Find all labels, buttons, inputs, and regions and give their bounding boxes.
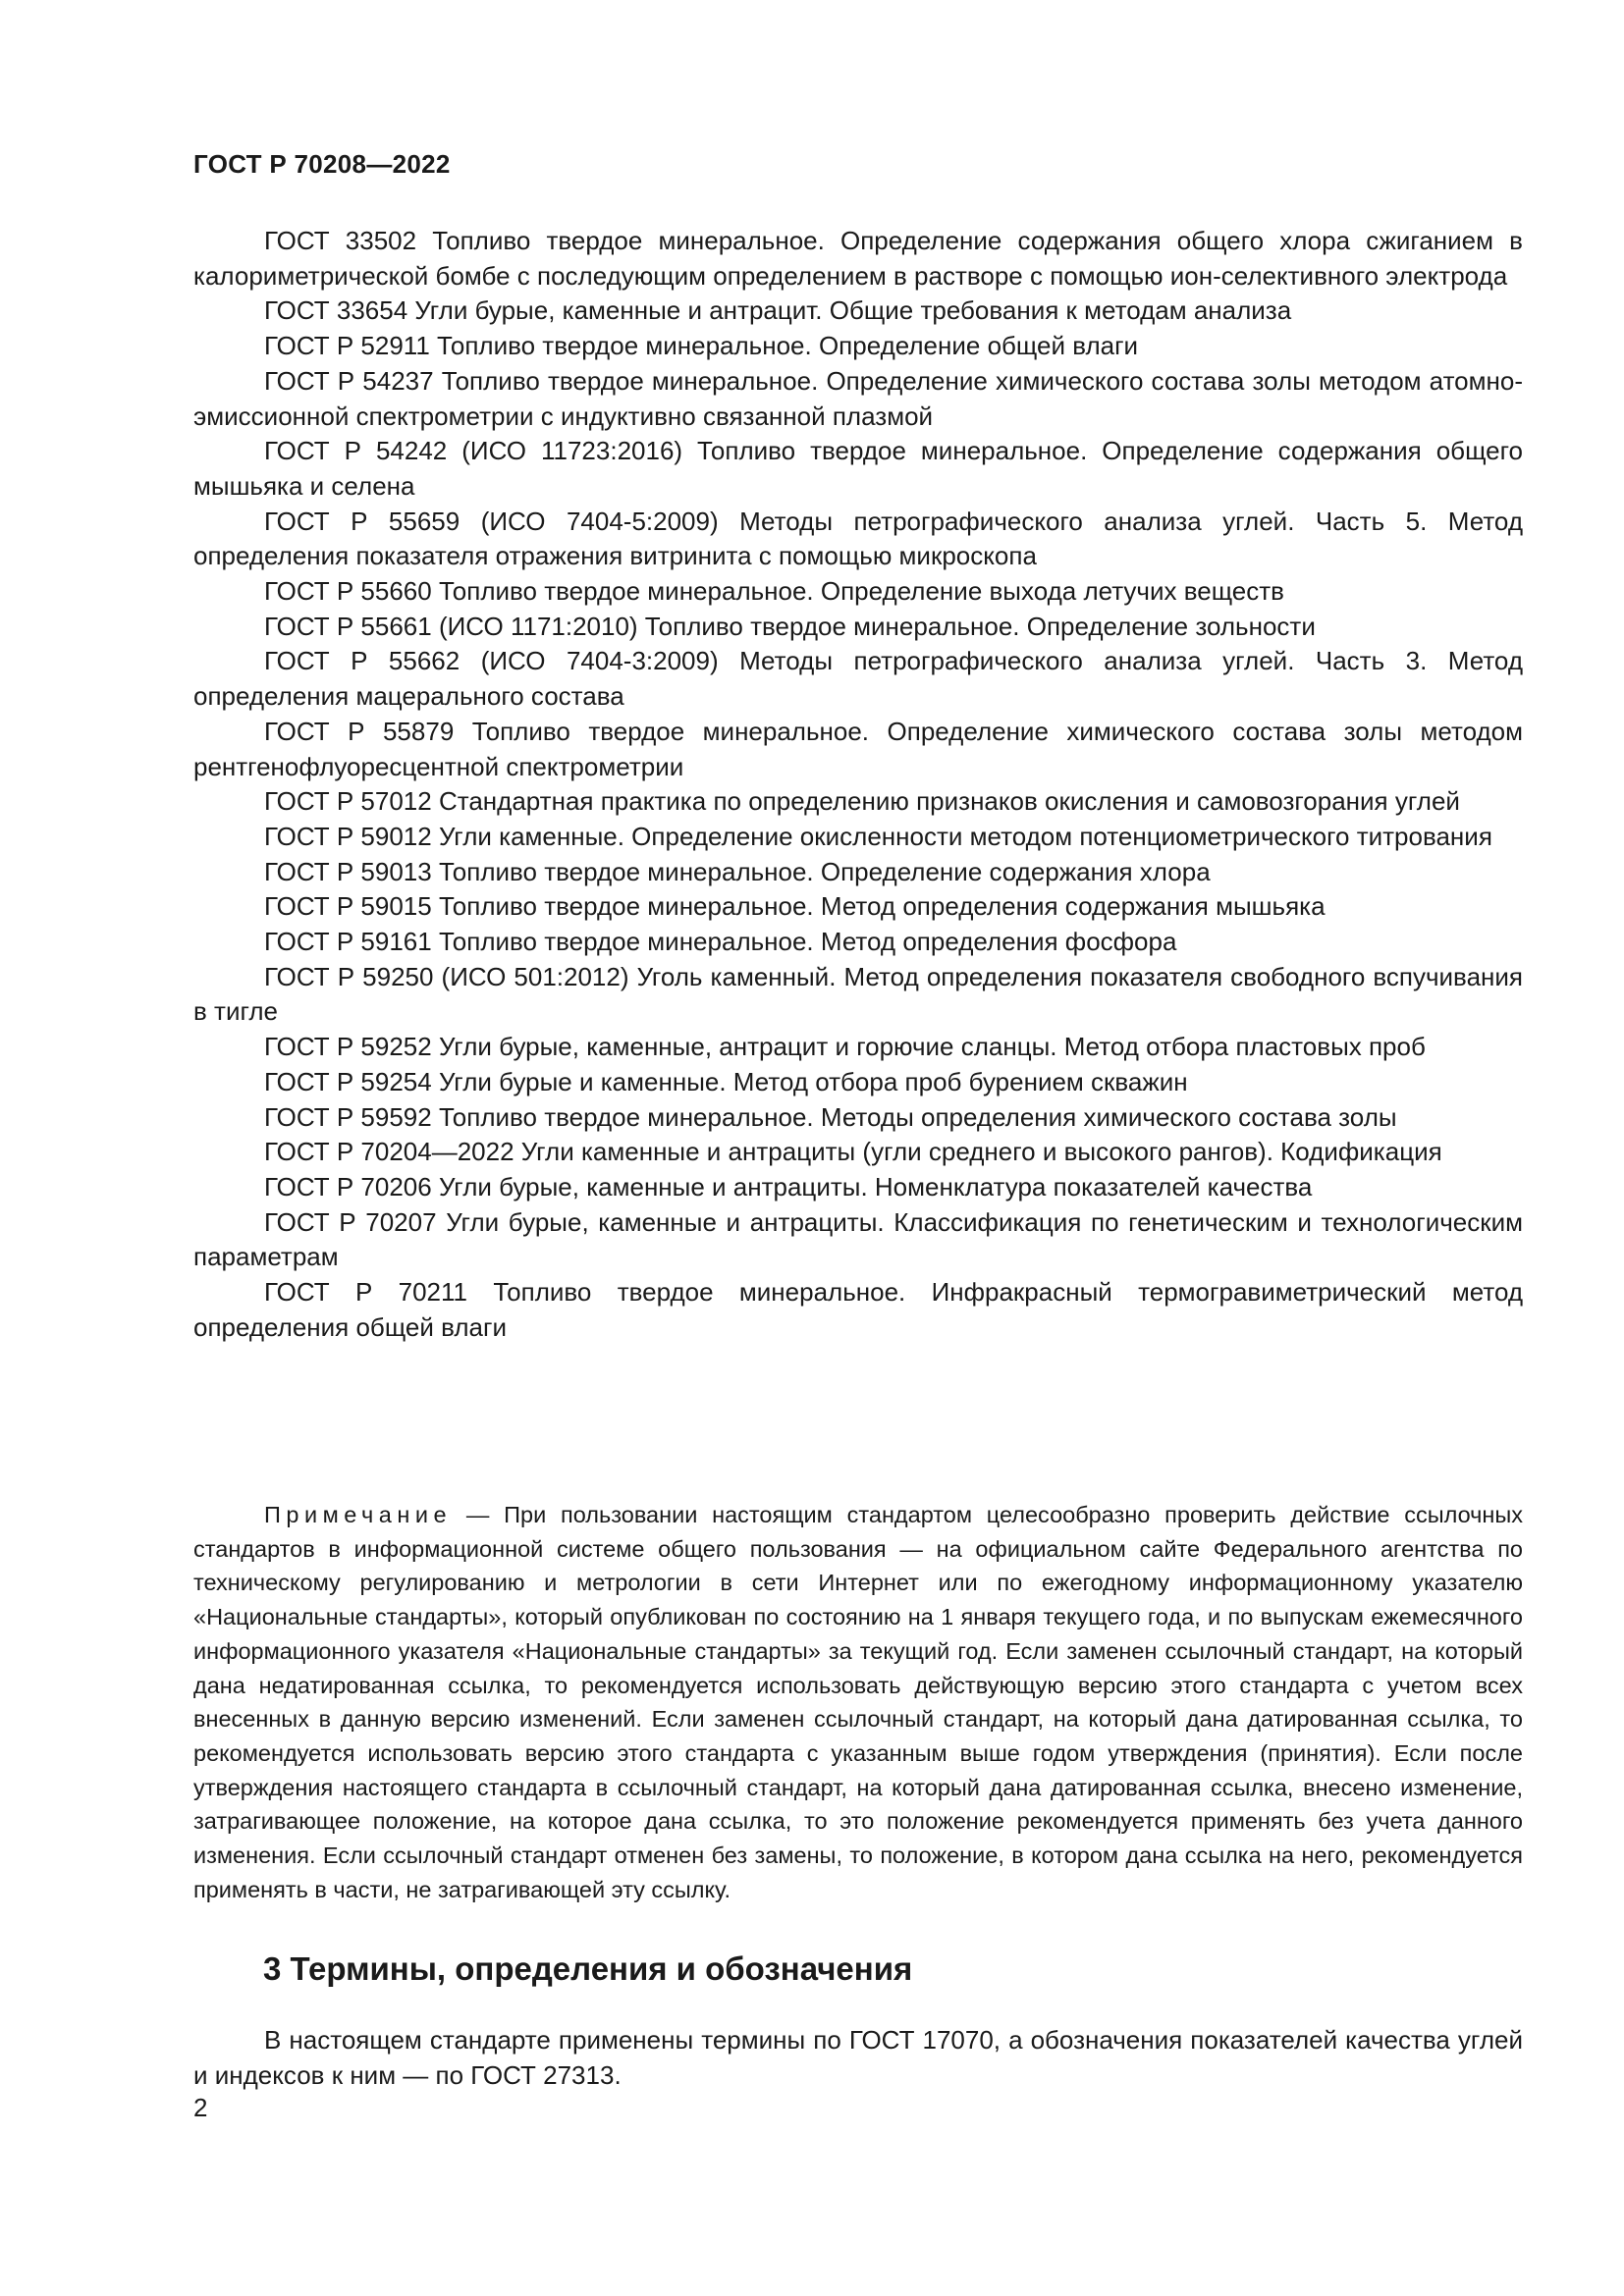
reference-item: ГОСТ Р 59252 Угли бурые, каменные, антрацит и горючие сланцы. Метод отбора пластовых проб (264, 1032, 1426, 1062)
reference-item: ГОСТ Р 55662 (ИСО 7404-3:2009) Методы петрографического анализа углей. Часть 3. Метод определения мацерального состава (193, 646, 1523, 712)
section-title: 3 Термины, определения и обозначения (263, 1950, 913, 1987)
reference-item: ГОСТ Р 59250 (ИСО 501:2012) Уголь каменный. Метод определения показателя свободного вспучивания в тигле (193, 961, 1523, 1027)
reference-item: ГОСТ 33502 Топливо твердое минеральное. Определение содержания общего хлора сжиганием в калориметрической бомбе с последующим определением в растворе с помощью ион-селективного электрода (193, 226, 1523, 291)
reference-item: ГОСТ Р 59592 Топливо твердое минеральное. Методы определения химического состава золы (264, 1101, 1397, 1132)
reference-item: ГОСТ Р 55661 (ИСО 1171:2010) Топливо твердое минеральное. Определение зольности (264, 611, 1316, 641)
reference-item: ГОСТ Р 55659 (ИСО 7404-5:2009) Методы петрографического анализа углей. Часть 5. Метод определения показателя отражения витринита с помощью микроскопа (193, 506, 1523, 571)
reference-item: ГОСТ Р 59254 Угли бурые и каменные. Метод отбора проб бурением скважин (264, 1066, 1188, 1096)
reference-item: ГОСТ Р 57012 Стандартная практика по определению признаков окисления и самовозгорания углей (264, 786, 1460, 817)
reference-item: ГОСТ Р 59012 Угли каменные. Определение окисленности методом потенциометрического титрования (264, 821, 1492, 851)
reference-item: ГОСТ Р 54237 Топливо твердое минеральное. Определение химического состава золы методом атомно-эмиссионной спектрометрии с индуктивно связанной плазмой (193, 365, 1523, 431)
reference-item: ГОСТ Р 70206 Угли бурые, каменные и антрациты. Номенклатура показателей качества (264, 1171, 1313, 1201)
reference-item: ГОСТ Р 59013 Топливо твердое минеральное. Определение содержания хлора (264, 856, 1211, 886)
note-text: — При пользовании настоящим стандартом целесообразно проверить действие ссылочных стандартов в информационной системе общего пользования — на официальном сайте Федерального агентства по техническому регулированию и метрологии в сети Интернет или по ежегодному информационному указателю «Национальные стандарты», который опубликован по состоянию на 1 января текущего года, и по выпускам ежемесячного информационного указателя «Национальные стандарты» за текущий год. Если заменен ссылочный стандарт, на который дана недатированная ссылка, то рекомендуется использовать действующую версию этого стандарта с учетом всех внесенных в данную версию изменений. Если заменен ссылочный стандарт, на который дана датированная ссылка, то рекомендуется использовать версию этого стандарта с указанным выше годом утверждения (принятия). Если после утверждения настоящего стандарта в ссылочный стандарт, на который дана датированная ссылка, внесено изменение, затрагивающее положение, на которое дана ссылка, то это положение рекомендуется применять без учета данного изменения. Если ссылочный стандарт отменен без замены, то положение, в котором дана ссылка на него, рекомендуется применять в части, не затрагивающей эту ссылку. (193, 1502, 1523, 1902)
note-paragraph (193, 1498, 1523, 1906)
reference-item: ГОСТ Р 70204—2022 Угли каменные и антрациты (угли среднего и высокого рангов). Кодификация (264, 1137, 1442, 1167)
reference-item: ГОСТ Р 70211 Топливо твердое минеральное. Инфракрасный термогравиметрический метод определения общей влаги (193, 1277, 1523, 1342)
reference-item: ГОСТ 33654 Угли бурые, каменные и антрацит. Общие требования к методам анализа (264, 295, 1292, 326)
reference-item: ГОСТ Р 52911 Топливо твердое минеральное. Определение общей влаги (264, 331, 1139, 361)
page-number: 2 (193, 2093, 208, 2122)
note-label: Примечание (264, 1502, 453, 1527)
document-header: ГОСТ Р 70208—2022 (193, 149, 451, 179)
section-body: В настоящем стандарте применены термины по ГОСТ 17070, а обозначения показателей качества углей и индексов к ним — по ГОСТ 27313. (193, 2025, 1523, 2090)
reference-item: ГОСТ Р 59015 Топливо твердое минеральное. Метод определения содержания мышьяка (264, 891, 1326, 922)
normative-references-list (193, 224, 1523, 1346)
reference-item: ГОСТ Р 54242 (ИСО 11723:2016) Топливо твердое минеральное. Определение содержания общего мышьяка и селена (193, 436, 1523, 501)
reference-item: ГОСТ Р 59161 Топливо твердое минеральное. Метод определения фосфора (264, 927, 1177, 957)
reference-item: ГОСТ Р 55879 Топливо твердое минеральное. Определение химического состава золы методом рентгенофлуоресцентной спектрометрии (193, 716, 1523, 781)
reference-item: ГОСТ Р 55660 Топливо твердое минеральное. Определение выхода летучих веществ (264, 576, 1284, 607)
reference-item: ГОСТ Р 70207 Угли бурые, каменные и антрациты. Классификация по генетическим и технологическим параметрам (193, 1206, 1523, 1272)
